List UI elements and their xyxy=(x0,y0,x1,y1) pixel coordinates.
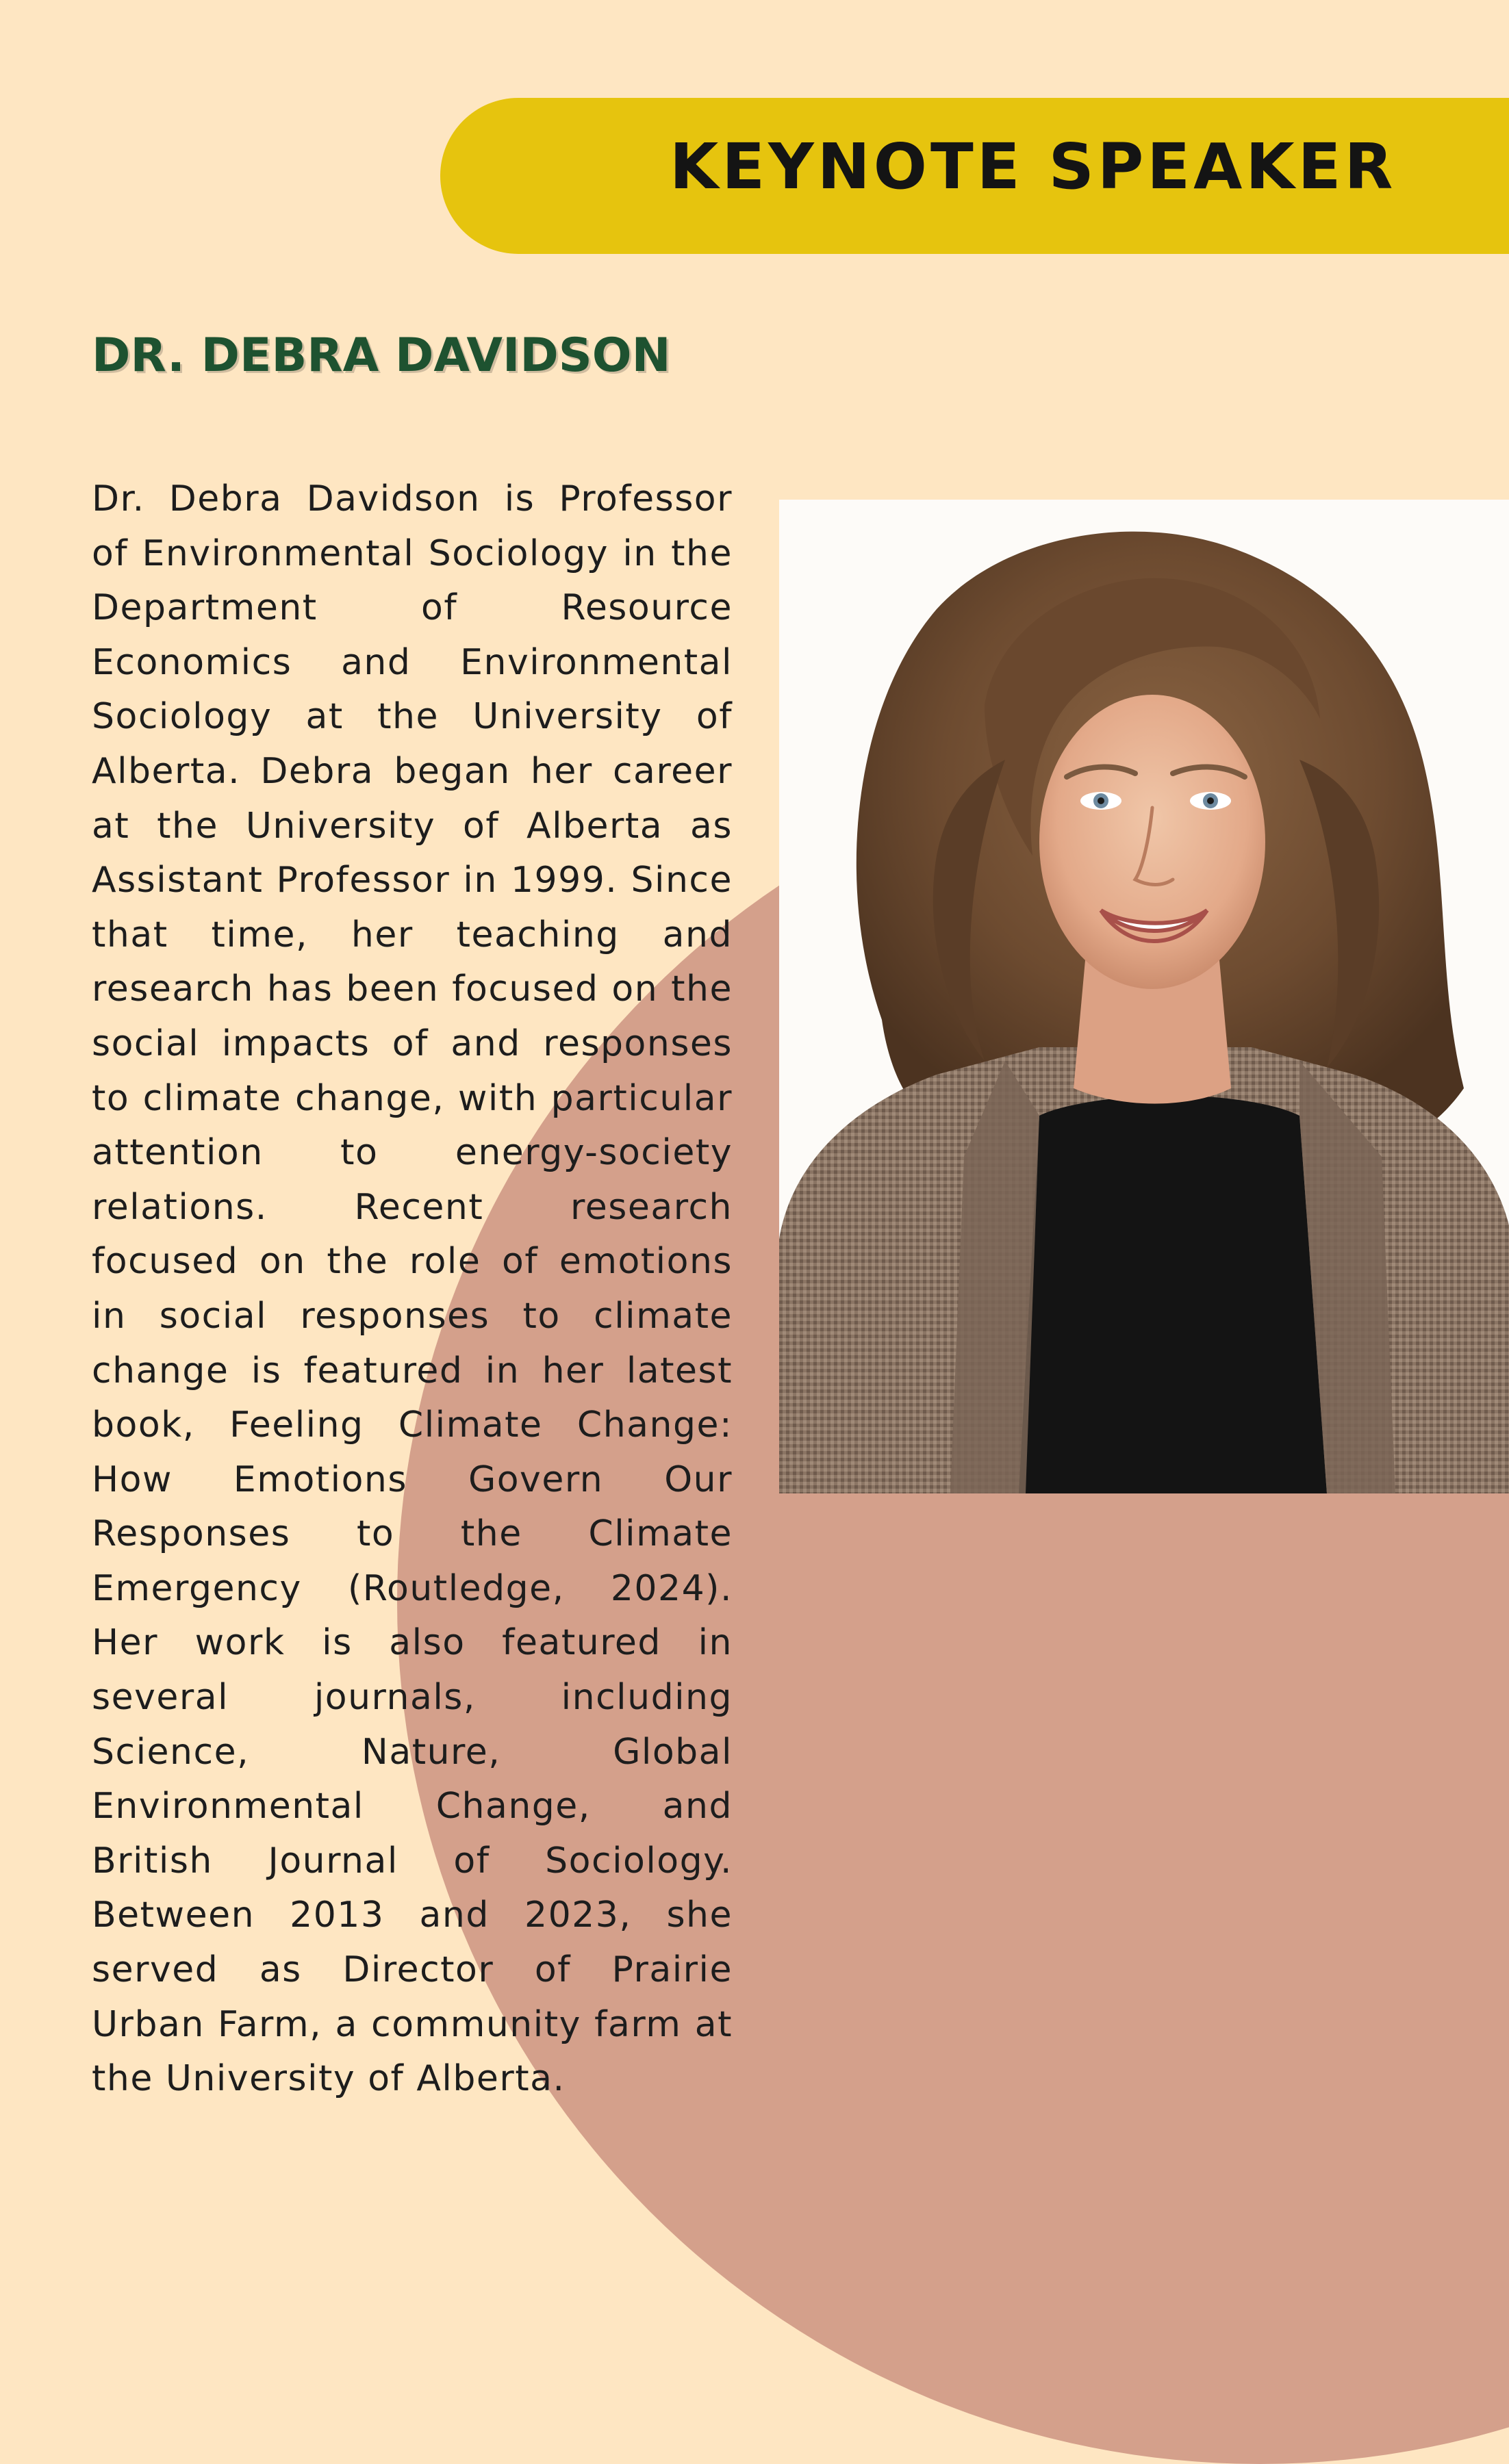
speaker-portrait xyxy=(779,500,1509,1493)
face xyxy=(1039,695,1265,989)
black-top xyxy=(1019,1095,1327,1493)
speaker-bio: Dr. Debra Davidson is Professor of Environmental Sociology in the Department of Resource Economics and Environmental Sociology at the University of Alberta. Debra began her career at the University of Alberta as Assistant Professor in 1999. Since that time, her teaching and research has been focused on the social impacts of and responses to climate change, with particular attention to energy-society relations. Recent research focused on the role of emotions in social responses to climate change is featured in her latest book, Feeling Climate Change: How Emotions Govern Our Responses to the Climate Emergency (Routledge, 2024). Her work is also featured in several journals, including Science, Nature, Global Environmental Change, and British Journal of Sociology. Between 2013 and 2023, she served as Director of Prairie Urban Farm, a community farm at the University of Alberta. xyxy=(92,478,733,2100)
banner-title: KEYNOTE SPEAKER xyxy=(670,130,1397,203)
speaker-name: DR. DEBRA DAVIDSON xyxy=(92,329,671,383)
